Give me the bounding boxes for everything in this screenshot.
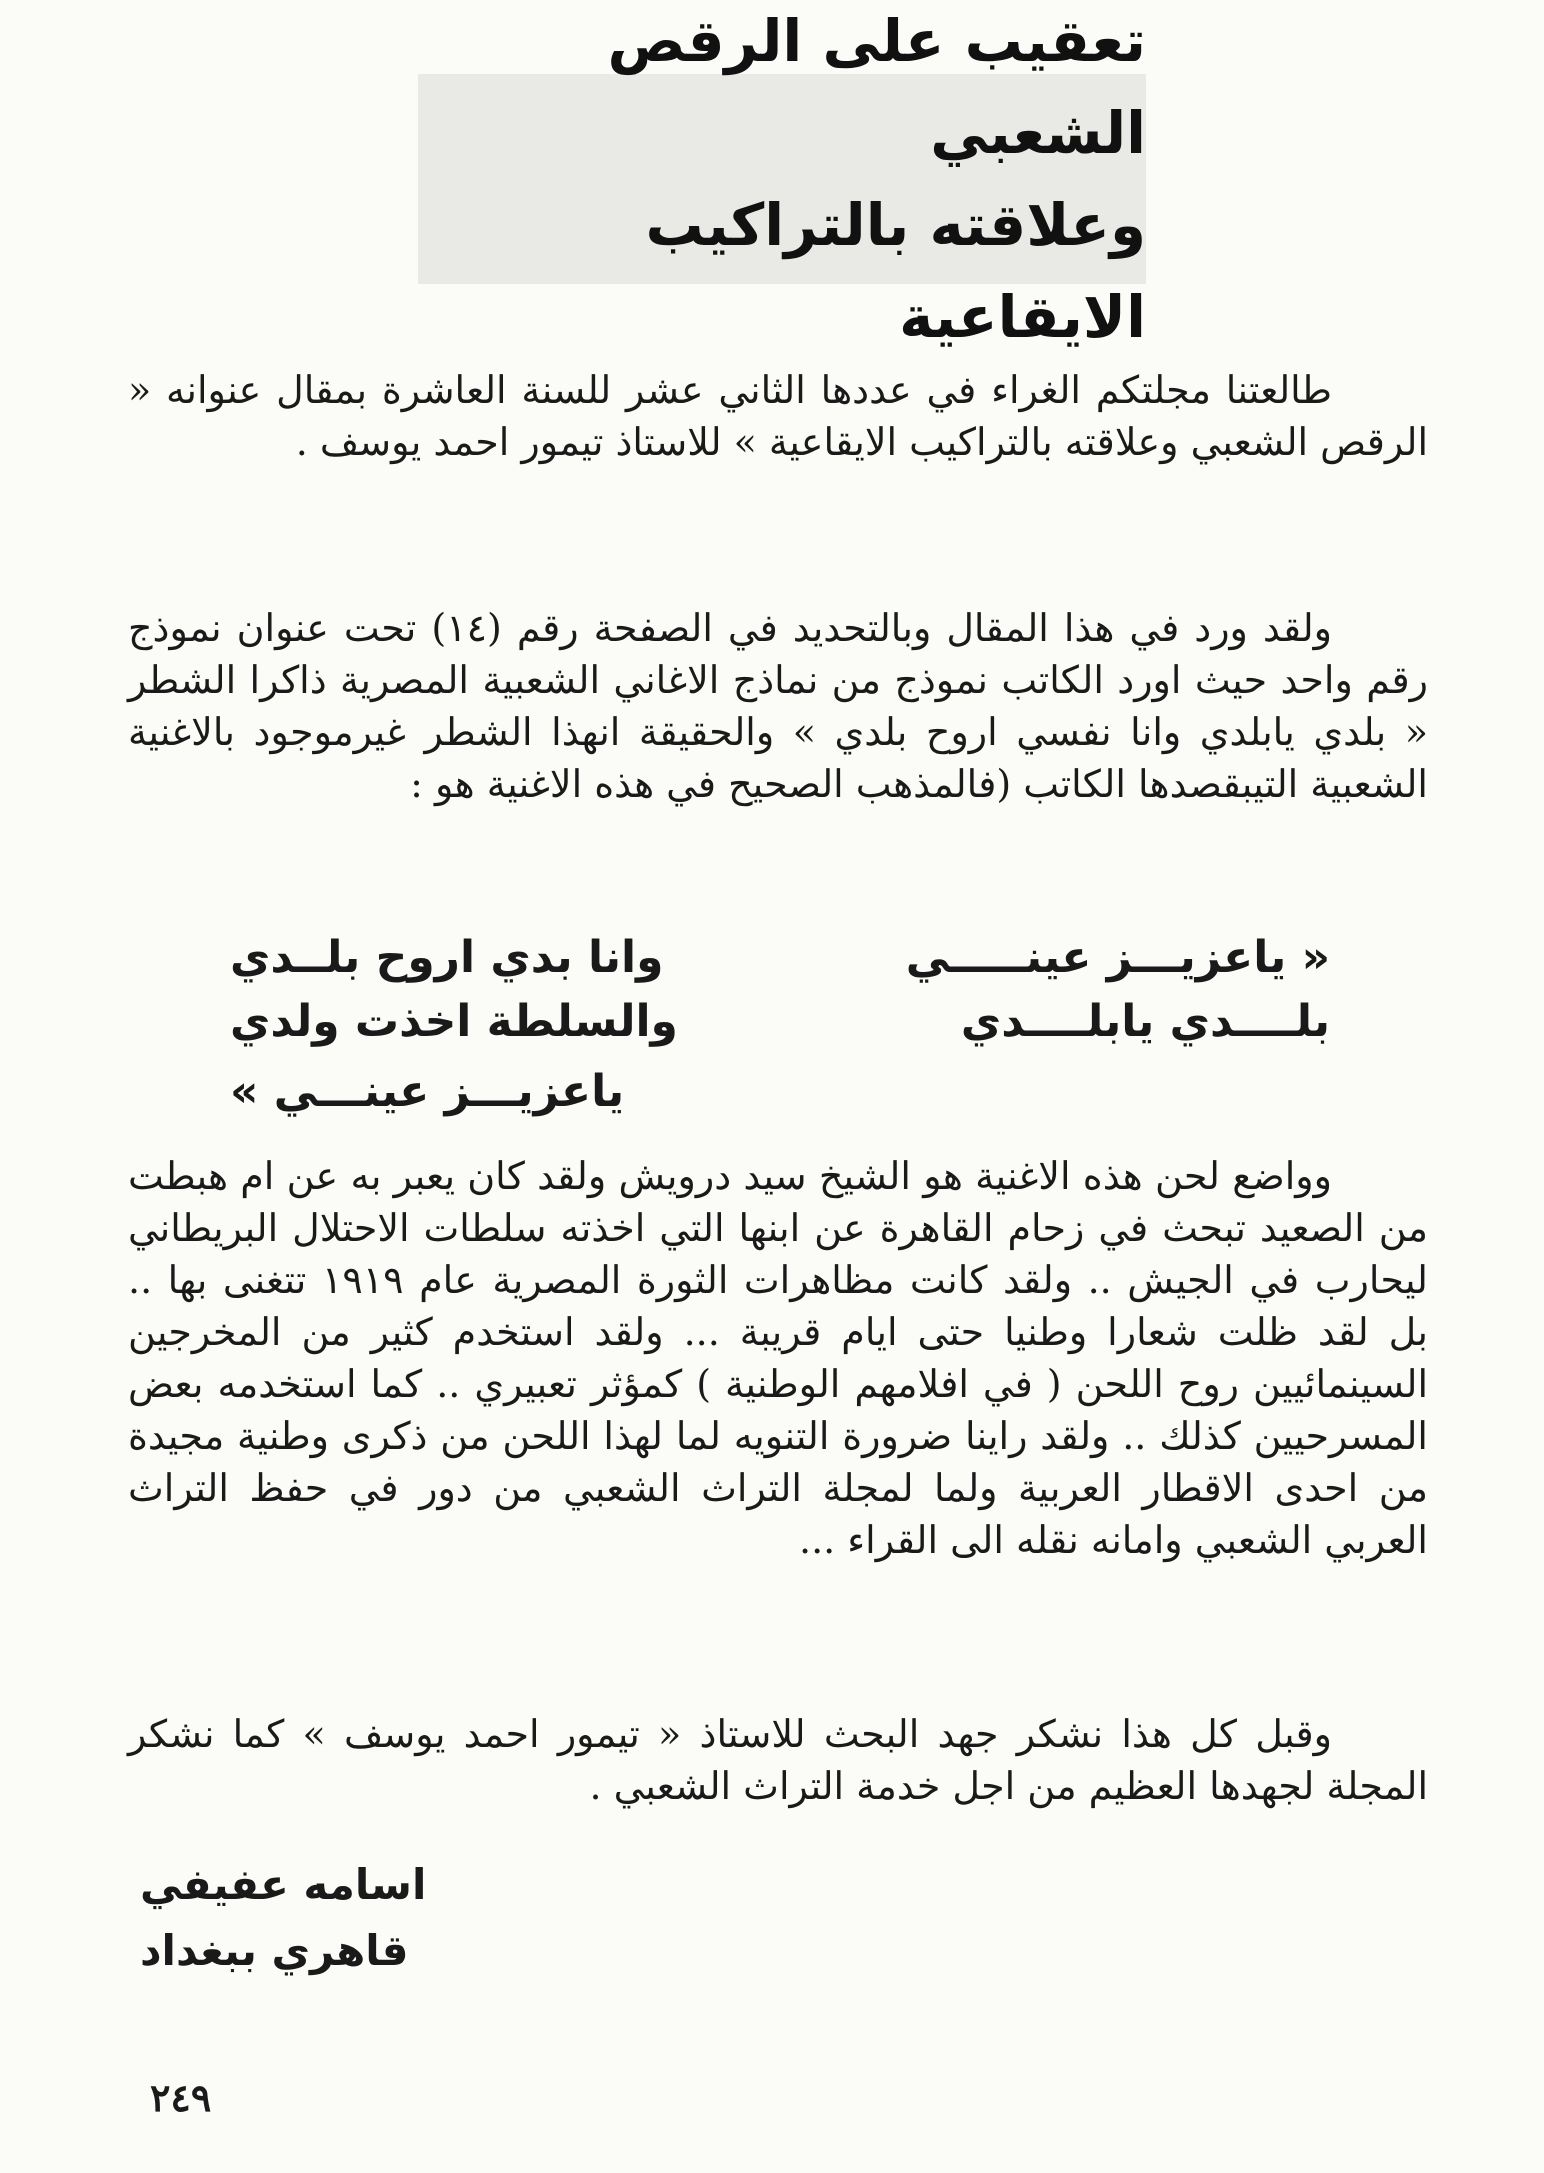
author-location: قاهري ببغداد <box>140 1926 409 1975</box>
article-title-line-1: تعقيب على الرقص الشعبي <box>607 7 1146 167</box>
verse-1: « ياعزيـــز عينـــــي <box>905 932 1330 983</box>
song-verses <box>230 932 1330 1122</box>
article-title-block <box>418 7 1146 351</box>
paragraph-history-text: وواضع لحن هذه الاغنية هو الشيخ سيد درويش ولقد كان يعبر به عن ام هبطت من الصعيد تبحث في زحام القاهرة عن ابنها التي اخذته سلطات الاحتلال البريطاني ليحارب في الجيش .. ولقد كانت مظاهرات الثورة المصرية عام ١٩١٩ تتغنى بها .. بل لقد ظلت شعارا وطنيا حتى ايام قريبة ... ولقد استخدم كثير من المخرجين السينمائيين روح اللحن ( في افلامهم الوطنية ) كمؤثر تعبيري .. كما استخدمه بعض المسرحيين كذلك .. ولقد راينا ضرورة التنويه لما لهذا اللحن من ذكرى وطنية مجيدة من احدى الاقطار العربية ولما لمجلة التراث الشعبي من دور في حفظ التراث العربي الشعبي وامانه نقله الى القراء ... <box>128 1154 1428 1562</box>
paragraph-history <box>128 1150 1428 1566</box>
paragraph-thanks-text: وقبل كل هذا نشكر جهد البحث للاستاذ « تيمور احمد يوسف » كما نشكر المجلة لجهدها العظيم من اجل خدمة التراث الشعبي . <box>128 1712 1428 1808</box>
paragraph-thanks <box>128 1708 1428 1812</box>
paragraph-intro-text: طالعتنا مجلتكم الغراء في عددها الثاني عشر للسنة العاشرة بمقال عنوانه « الرقص الشعبي وعلاقته بالتراكيب الايقاعية » للاستاذ تيمور احمد يوسف . <box>128 368 1428 464</box>
page-number: ٢٤٩ <box>150 2075 212 2120</box>
verse-2: بلــــدي يابلــــدي <box>960 996 1330 1047</box>
paragraph-intro <box>128 364 1428 468</box>
paragraph-correction <box>128 602 1428 810</box>
author-name: اسامه عفيفي <box>140 1860 427 1909</box>
verse-4: والسلطة اخذت ولدي <box>230 996 678 1047</box>
verse-3: وانا بدي اروح بلــدي <box>230 932 664 983</box>
paragraph-correction-text: ولقد ورد في هذا المقال وبالتحديد في الصفحة رقم (١٤) تحت عنوان نموذج رقم واحد حيث اورد الكاتب نموذج من نماذج الاغاني الشعبية المصرية ذاكرا الشطر « بلدي يابلدي وانا نفسي اروح بلدي » والحقيقة انهذا الشطر غيرموجود بالاغنية الشعبية التيبقصدها الكاتب (فالمذهب الصحيح في هذه الاغنية هو : <box>128 606 1428 806</box>
verse-5: ياعزيـــز عينـــي » <box>230 1066 625 1117</box>
article-title-line-2: وعلاقته بالتراكيب الايقاعية <box>645 191 1146 351</box>
